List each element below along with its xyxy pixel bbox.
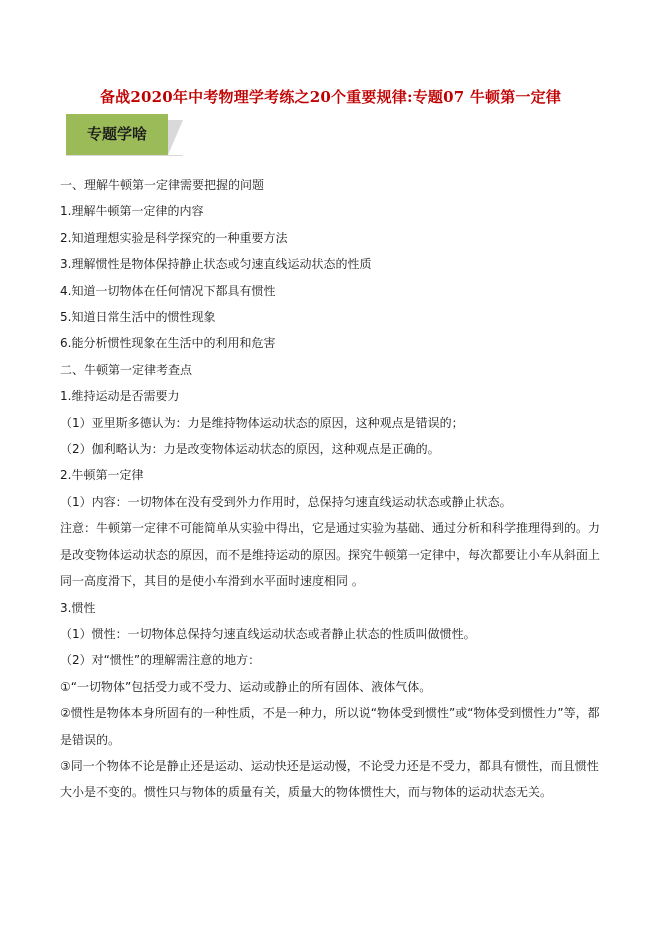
heading-section-1: 一、理解牛顿第一定律需要把握的问题: [60, 178, 265, 192]
list-item: 5.知道日常生活中的惯性现象: [60, 310, 216, 325]
paragraph: （2）伽利略认为：力是改变物体运动状态的原因，这种观点是正确的。: [60, 442, 440, 457]
section-tag: [66, 114, 183, 155]
paragraph: ②惯性是物体本身所固有的一种性质，不是一种力，所以说“物体受到惯性”或“物体受到惯性力”等，都是错误的。: [60, 706, 600, 747]
paragraph: ③同一个物体不论是静止还是运动、运动快还是运动慢，不论受力还是不受力，都具有惯性，而且惯性大小是不变的。惯性只与物体的质量有关，质量大的物体惯性大，而与物体的运动状态无关。: [60, 758, 599, 800]
heading-section-2: 二、牛顿第一定律考查点: [60, 362, 193, 377]
section-tag-underline: [66, 155, 183, 156]
section-tag-shadow: [168, 120, 183, 155]
subheading: 3.惯性: [60, 600, 96, 615]
paragraph: （1）内容：一切物体在没有受到外力作用时，总保持匀速直线运动状态或静止状态。: [60, 494, 512, 509]
list-item: 1.理解牛顿第一定律的内容: [60, 204, 204, 219]
note-paragraph: 注意：牛顿第一定律不可能简单从实验中得出，它是通过实验为基础、通过分析和科学推理得到的。力是改变物体运动状态的原因，而不是维持运动的原因。探究牛顿第一定律中，每次都要让小车从斜面上同一高度滑下，其目的是使小车滑到水平面时速度相同 。: [60, 521, 601, 589]
paragraph: （1）惯性：一切物体总保持匀速直线运动状态或者静止状态的性质叫做惯性。: [60, 626, 476, 641]
subheading: 1.维持运动是否需要力: [60, 389, 180, 404]
paragraph: （1）亚里斯多德认为：力是维持物体运动状态的原因，这种观点是错误的；: [60, 415, 464, 430]
paragraph: ①“一切物体”包括受力或不受力、运动或静止的所有固体、液体气体。: [60, 679, 432, 694]
subheading: 2.牛顿第一定律: [60, 468, 144, 483]
list-item: 4.知道一切物体在任何情况下都具有惯性: [60, 283, 276, 298]
document-body: [60, 172, 605, 806]
document-title: 备战2020年中考物理学考练之20个重要规律:专题07 牛顿第一定律: [99, 88, 562, 106]
list-item: 2.知道理想实验是科学探究的一种重要方法: [60, 230, 288, 245]
paragraph: （2）对“惯性”的理解需注意的地方：: [60, 653, 261, 668]
section-tag-label: 专题学啥: [86, 125, 147, 143]
list-item: 3.理解惯性是物体保持静止状态或匀速直线运动状态的性质: [60, 257, 372, 272]
list-item: 6.能分析惯性现象在生活中的利用和危害: [60, 336, 276, 351]
